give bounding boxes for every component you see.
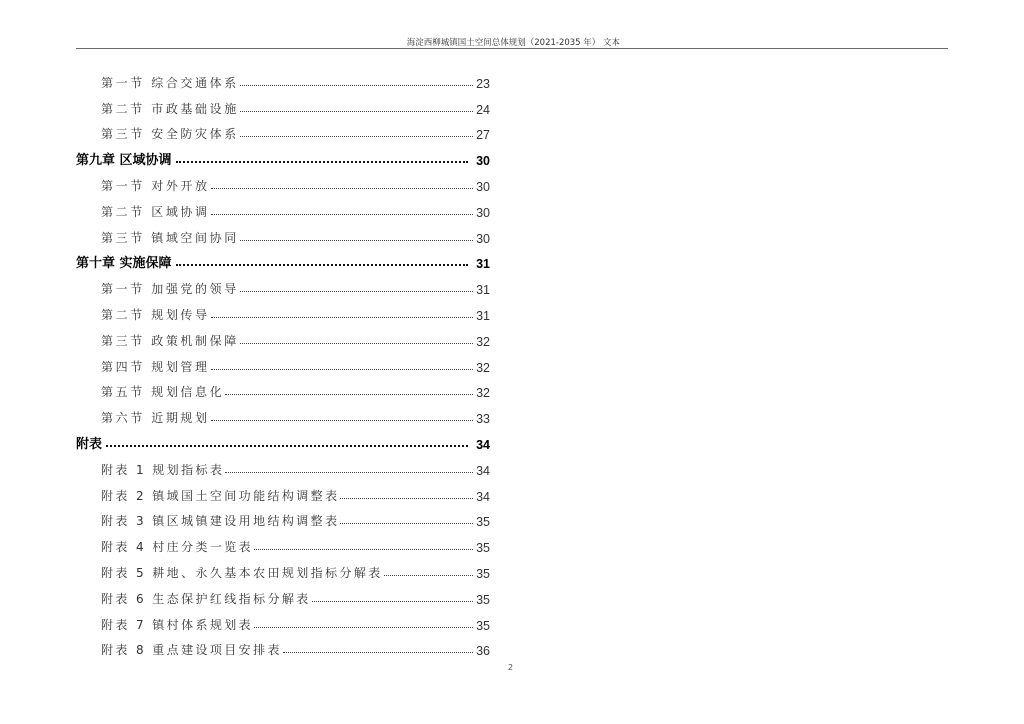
toc-entry-title: 第三节 政策机制保障 xyxy=(101,333,239,348)
toc-entry-page: 31 xyxy=(476,308,490,323)
toc-entry-page: 34 xyxy=(476,437,490,452)
toc-entry-page: 31 xyxy=(476,283,490,298)
toc-entry-page: 30 xyxy=(476,154,490,169)
toc-entry-page: 34 xyxy=(476,463,490,478)
toc-entry-title: 附表 5 耕地、永久基本农田规划指标分解表 xyxy=(101,565,383,580)
toc-appendix-entry[interactable] xyxy=(76,452,490,478)
toc-entry-page: 30 xyxy=(476,205,490,220)
toc-entry-page: 30 xyxy=(476,179,490,194)
toc-chapter-entry[interactable] xyxy=(76,142,490,168)
toc-entry-page: 35 xyxy=(476,618,490,633)
toc-entry-title: 第四节 规划管理 xyxy=(101,359,210,374)
toc-entry-title: 第六节 近期规划 xyxy=(101,411,210,426)
toc-section-entry[interactable] xyxy=(76,168,490,194)
toc-entry-page: 35 xyxy=(476,515,490,530)
toc-appendix-entry[interactable] xyxy=(76,607,490,633)
toc-section-entry[interactable] xyxy=(76,323,490,349)
toc-entry-page: 36 xyxy=(476,644,490,659)
dot-leader xyxy=(312,601,473,602)
dot-leader xyxy=(240,240,473,241)
toc-entry-page: 27 xyxy=(476,128,490,143)
toc-entry-title: 第一节 综合交通体系 xyxy=(101,75,239,90)
dot-leader xyxy=(254,549,473,550)
toc-entry-page: 32 xyxy=(476,334,490,349)
dot-leader xyxy=(225,472,473,473)
toc-entry-page: 35 xyxy=(476,566,490,581)
toc-entry-title: 附表 8 重点建设项目安排表 xyxy=(101,643,282,658)
toc-entry-title: 第一节 对外开放 xyxy=(101,178,210,193)
toc-section-entry[interactable] xyxy=(76,297,490,323)
toc-appendix-entry[interactable] xyxy=(76,581,490,607)
toc-appendix-entry[interactable] xyxy=(76,478,490,504)
toc-section-entry[interactable] xyxy=(76,400,490,426)
running-header xyxy=(76,36,948,49)
toc-entry-title: 第二节 规划传导 xyxy=(101,307,210,322)
toc-chapter-entry[interactable] xyxy=(76,246,490,272)
toc-section-entry[interactable] xyxy=(76,91,490,117)
toc-entry-page: 30 xyxy=(476,231,490,246)
dot-leader xyxy=(211,369,473,370)
dot-leader xyxy=(176,161,468,163)
dot-leader xyxy=(340,498,473,499)
toc-entry-title: 第一节 加强党的领导 xyxy=(101,282,239,297)
toc-entry-title: 附表 xyxy=(76,436,103,452)
dot-leader xyxy=(211,214,473,215)
toc-chapter-entry[interactable] xyxy=(76,426,490,452)
toc-entry-title: 附表 1 规划指标表 xyxy=(101,462,225,477)
dot-leader xyxy=(240,85,473,86)
dot-leader xyxy=(240,136,473,137)
dot-leader xyxy=(340,523,473,524)
toc-entry-title: 附表 7 镇村体系规划表 xyxy=(101,617,254,632)
toc-appendix-entry[interactable] xyxy=(76,504,490,530)
toc-entry-page: 23 xyxy=(476,76,490,91)
toc-entry-title: 第二节 市政基础设施 xyxy=(101,101,239,116)
page-number: 2 xyxy=(508,663,514,672)
table-of-contents xyxy=(76,65,490,658)
dot-leader xyxy=(283,652,473,653)
dot-leader xyxy=(106,445,468,447)
toc-entry-title: 第三节 安全防灾体系 xyxy=(101,127,239,142)
toc-section-entry[interactable] xyxy=(76,194,490,220)
toc-entry-title: 第二节 区域协调 xyxy=(101,204,210,219)
dot-leader xyxy=(254,627,473,628)
toc-section-entry[interactable] xyxy=(76,349,490,375)
toc-entry-title: 第十章 实施保障 xyxy=(76,256,172,272)
toc-entry-page: 31 xyxy=(476,257,490,272)
dot-leader xyxy=(240,291,473,292)
toc-entry-page: 35 xyxy=(476,541,490,556)
toc-entry-title: 第九章 区域协调 xyxy=(76,153,172,169)
toc-section-entry[interactable] xyxy=(76,117,490,143)
toc-section-entry[interactable] xyxy=(76,271,490,297)
toc-entry-title: 第五节 规划信息化 xyxy=(101,385,225,400)
toc-entry-page: 24 xyxy=(476,102,490,117)
dot-leader xyxy=(176,264,468,266)
dot-leader xyxy=(240,111,473,112)
toc-entry-page: 35 xyxy=(476,592,490,607)
toc-entry-page: 32 xyxy=(476,386,490,401)
dot-leader xyxy=(225,394,473,395)
toc-section-entry[interactable] xyxy=(76,220,490,246)
dot-leader xyxy=(384,575,473,576)
toc-entry-title: 附表 3 镇区城镇建设用地结构调整表 xyxy=(101,514,340,529)
dot-leader xyxy=(211,317,473,318)
document-title: 海淀西柳城镇国土空间总体规划（2021-2035 年） 文本 xyxy=(406,38,620,48)
dot-leader xyxy=(211,420,473,421)
toc-entry-title: 附表 4 村庄分类一览表 xyxy=(101,540,254,555)
toc-section-entry[interactable] xyxy=(76,375,490,401)
dot-leader xyxy=(240,343,473,344)
toc-entry-title: 附表 6 生态保护红线指标分解表 xyxy=(101,591,311,606)
toc-entry-page: 33 xyxy=(476,412,490,427)
toc-appendix-entry[interactable] xyxy=(76,555,490,581)
dot-leader xyxy=(211,188,473,189)
toc-appendix-entry[interactable] xyxy=(76,529,490,555)
toc-appendix-entry[interactable] xyxy=(76,633,490,659)
toc-entry-page: 34 xyxy=(476,489,490,504)
toc-entry-title: 第三节 镇域空间协同 xyxy=(101,230,239,245)
toc-entry-page: 32 xyxy=(476,360,490,375)
toc-section-entry[interactable] xyxy=(76,65,490,91)
toc-entry-title: 附表 2 镇域国土空间功能结构调整表 xyxy=(101,488,340,503)
